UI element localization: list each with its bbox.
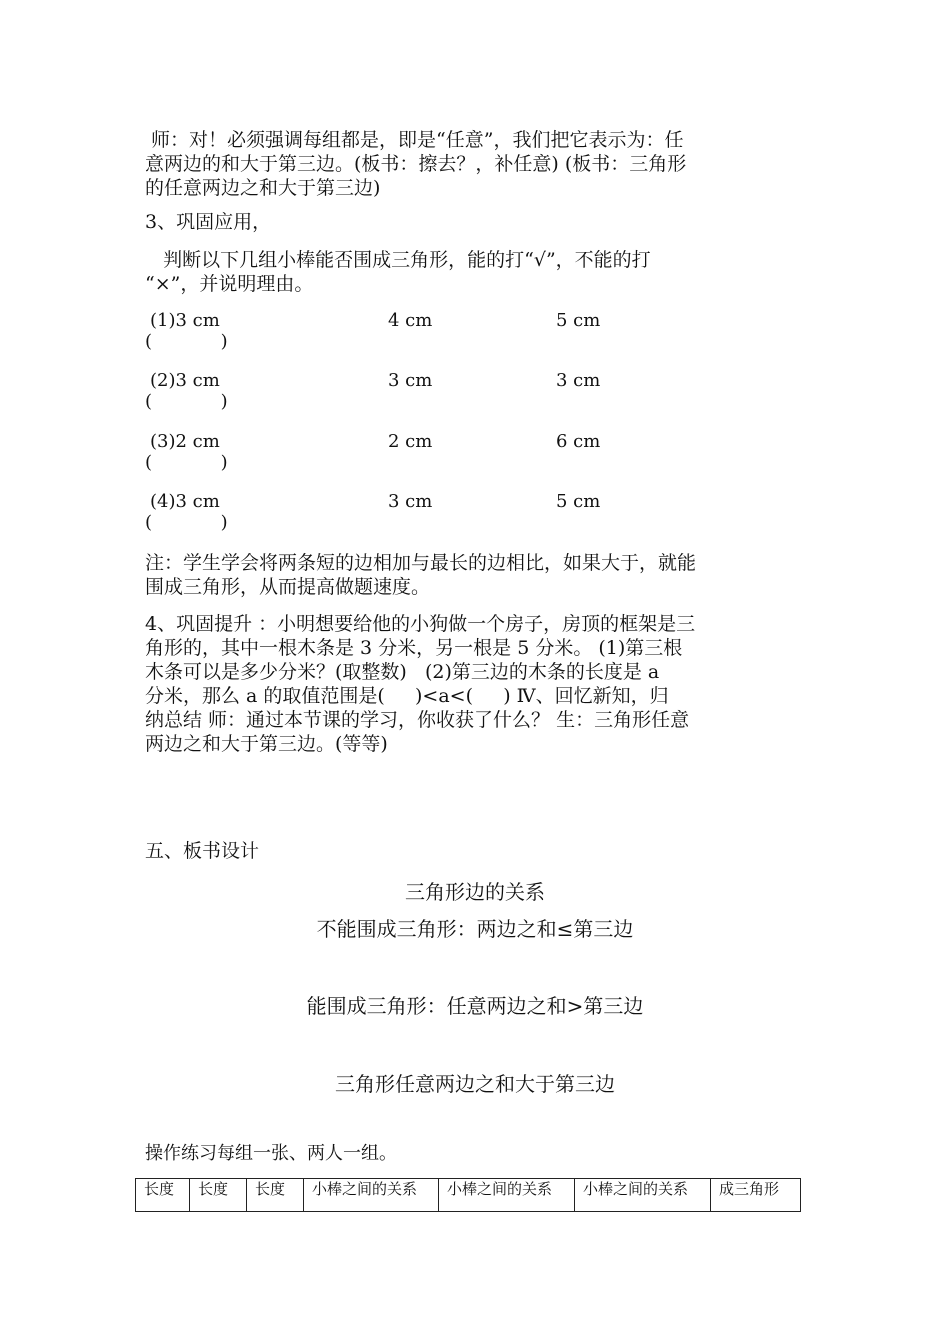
paragraph-line: 判断以下几组小棒能否围成三角形，能的打“√”，不能的打 bbox=[145, 249, 651, 271]
table-header-cell: 长度 bbox=[136, 1179, 190, 1212]
paragraph-line: 纳总结 师：通过本节课的学习，你收获了什么？ 生：三角形任意 bbox=[145, 709, 690, 731]
table-header-cell: 小棒之间的关系 bbox=[304, 1179, 439, 1212]
exercise-length-a: (4)3 cm bbox=[150, 491, 220, 512]
practice-table bbox=[135, 1178, 801, 1212]
table-header-cell: 小棒之间的关系 bbox=[439, 1179, 575, 1212]
exercise-length-c: 6 cm bbox=[556, 431, 601, 452]
board-title: 三角形边的关系 bbox=[405, 880, 545, 904]
paragraph-line: “×”，并说明理由。 bbox=[145, 273, 314, 295]
answer-blank[interactable]: ( ) bbox=[145, 452, 228, 473]
section-heading: 3、巩固应用， bbox=[145, 211, 272, 233]
board-line: 不能围成三角形：两边之和≤第三边 bbox=[316, 917, 634, 941]
note-line: 注：学生学会将两条短的边相加与最长的边相比，如果大于，就能 bbox=[145, 552, 697, 574]
section-heading: 五、板书设计 bbox=[145, 840, 260, 862]
paragraph-line: 的任意两边之和大于第三边) bbox=[145, 177, 381, 199]
paragraph-line: 两边之和大于第三边。(等等) bbox=[145, 733, 388, 755]
paragraph-line: 木条可以是多少分米？(取整数) (2)第三边的木条的长度是 a bbox=[145, 661, 660, 683]
exercise-length-a: (2)3 cm bbox=[150, 370, 220, 391]
exercise-length-b: 3 cm bbox=[388, 491, 433, 512]
board-line: 能围成三角形：任意两边之和>第三边 bbox=[306, 994, 644, 1018]
table-header-cell: 长度 bbox=[190, 1179, 247, 1212]
table-header-row bbox=[136, 1179, 801, 1212]
note-line: 围成三角形，从而提高做题速度。 bbox=[145, 576, 431, 598]
exercise-length-c: 5 cm bbox=[556, 491, 601, 512]
exercise-length-c: 3 cm bbox=[556, 370, 601, 391]
exercise-length-c: 5 cm bbox=[556, 310, 601, 331]
exercise-length-b: 2 cm bbox=[388, 431, 433, 452]
table-header-cell: 成三角形 bbox=[711, 1179, 801, 1212]
practice-caption: 操作练习每组一张、两人一组。 bbox=[145, 1143, 397, 1164]
paragraph-line: 4、巩固提升 ：小明想要给他的小狗做一个房子，房顶的框架是三 bbox=[145, 613, 696, 635]
paragraph-line: 师：对！必须强调每组都是，即是“任意”，我们把它表示为：任 bbox=[145, 129, 684, 151]
exercise-length-b: 3 cm bbox=[388, 370, 433, 391]
table-header-cell: 长度 bbox=[247, 1179, 304, 1212]
paragraph-line: 意两边的和大于第三边。(板书：擦去？，补任意) (板书：三角形 bbox=[145, 153, 687, 175]
answer-blank[interactable]: ( ) bbox=[145, 391, 228, 412]
answer-blank[interactable]: ( ) bbox=[145, 512, 228, 533]
paragraph-line: 角形的，其中一根木条是 3 分米，另一根是 5 分米。 (1)第三根 bbox=[145, 637, 683, 659]
answer-blank[interactable]: ( ) bbox=[145, 331, 228, 352]
exercise-length-a: (1)3 cm bbox=[150, 310, 220, 331]
table-header-cell: 小棒之间的关系 bbox=[575, 1179, 711, 1212]
paragraph-line: 分米，那么 a 的取值范围是( )<a<( ) Ⅳ、回忆新知，归 bbox=[145, 685, 669, 707]
exercise-length-a: (3)2 cm bbox=[150, 431, 220, 452]
exercise-length-b: 4 cm bbox=[388, 310, 433, 331]
board-line: 三角形任意两边之和大于第三边 bbox=[335, 1072, 615, 1096]
